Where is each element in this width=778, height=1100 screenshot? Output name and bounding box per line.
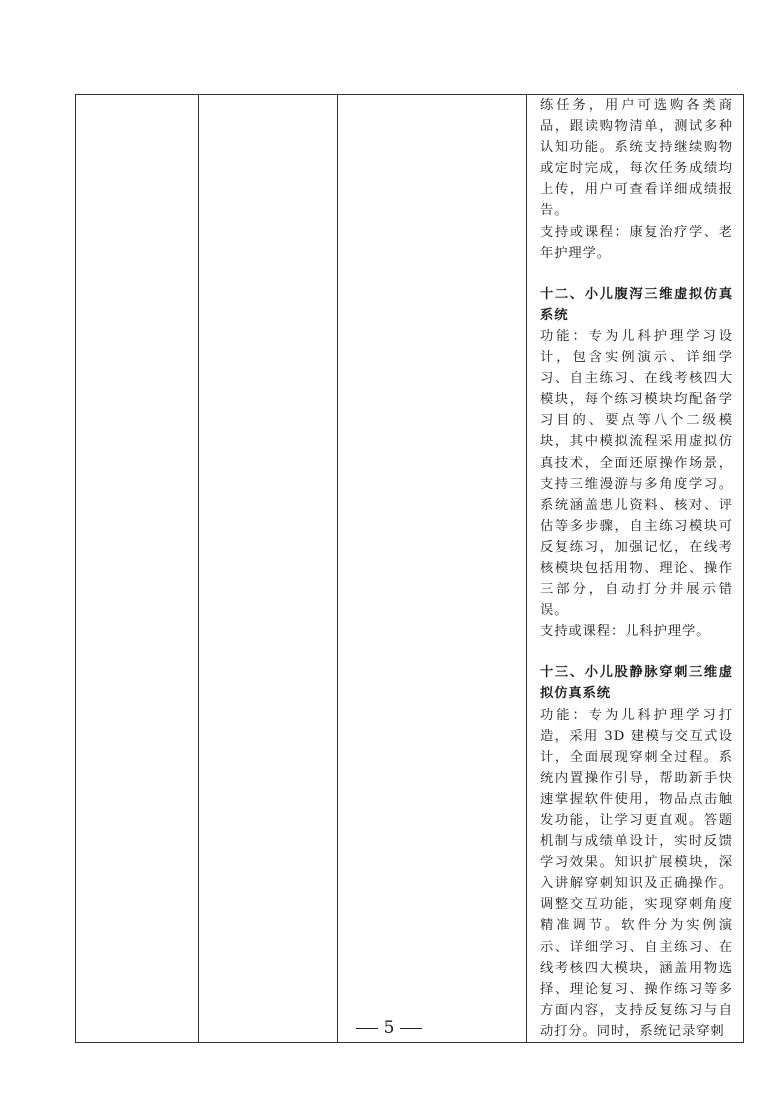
paragraph-support-courses-12: 支持或课程：儿科护理学。 [540, 624, 711, 640]
page-number: 5 [383, 1018, 395, 1038]
right-dash [400, 1028, 422, 1029]
table-row [76, 95, 744, 1043]
heading-section-13: 十三、小儿股静脉穿刺三维虚拟仿真系统 [540, 665, 733, 702]
table-cell-description [527, 95, 744, 1043]
table-cell-2 [199, 95, 338, 1043]
paragraph-cognitive-training: 练任务，用户可选购各类商品，跟读购物清单，测试多种认知功能。系统支持继续购物或定时完成，每次任务成绩均上传，用户可查看详细成绩报告。 [540, 98, 733, 219]
paragraph-function-13: 功能：专为儿科护理学习打造，采用 3D 建模与交互式设计，全面展现穿刺全过程。系统内置操作引导，帮助新手快速掌握软件使用，物品点击触发功能，让学习更直观。答题机制与成绩单设计，实时反馈学习效果。知识扩展模块，深入讲解穿刺知识及正确操作。调整交互功能，实现穿刺角度精准调节。软件分为实例演示、详细学习、自主练习、在线考核四大模块，涵盖用物选择、理论复习、操作练习等多方面内容，支持反复练习与自动打分。同时，系统记录穿刺 [540, 707, 733, 1039]
table-cell-1 [76, 95, 199, 1043]
description-text [527, 95, 743, 1042]
heading-section-12: 十二、小儿腹泻三维虚拟仿真系统 [540, 286, 733, 323]
table-cell-3 [338, 95, 527, 1043]
page-footer [0, 1018, 778, 1038]
paragraph-function-12: 功能：专为儿科护理学习设计，包含实例演示、详细学习、自主练习、在线考核四大模块，每个练习模块均配备学习目的、要点等八个二级模块，其中模拟流程采用虚拟仿真技术，全面还原操作场景，支持三维漫游与多角度学习。系统涵盖患儿资料、核对、评估等多步骤，自主练习模块可反复练习，加强记忆，在线考核模块包括用物、理论、操作三部分，自动打分并展示错误。 [540, 328, 733, 619]
left-dash [356, 1028, 378, 1029]
paragraph-support-courses-11: 支持或课程：康复治疗学、老年护理学。 [540, 224, 733, 261]
content-table [75, 94, 744, 1043]
